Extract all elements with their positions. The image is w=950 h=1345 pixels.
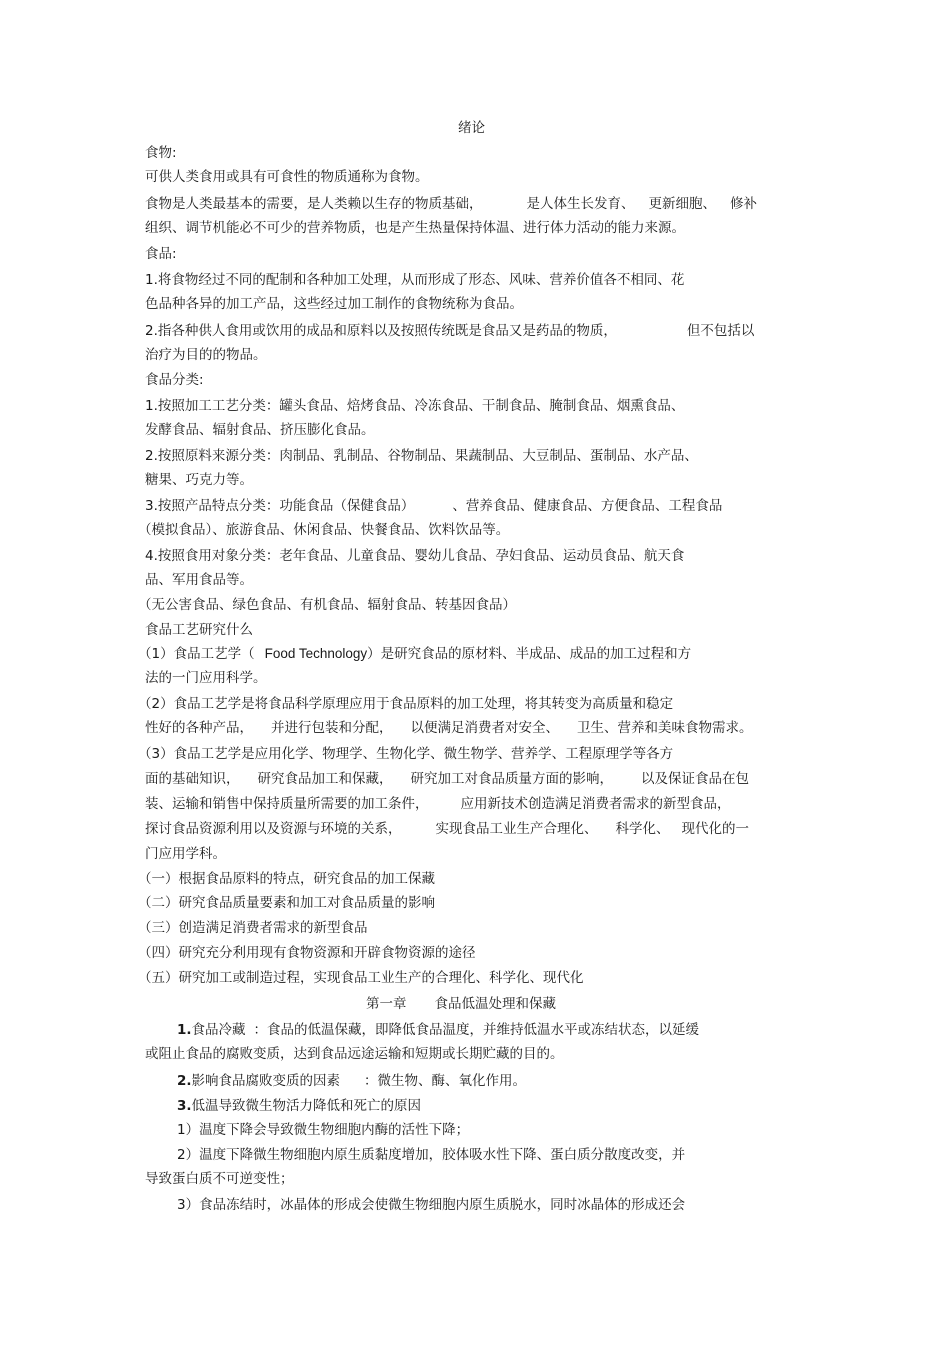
paragraph-line: 法的一门应用科学。 — [145, 670, 267, 686]
text-span: 、营养食品、健康食品、方便食品、工程食品 — [452, 498, 723, 514]
text-span: 3.按照产品特点分类：功能食品（保健食品） — [145, 498, 415, 514]
paragraph-line: （2）食品工艺学是将食品科学原理应用于食品原料的加工处理，将其转变为高质量和稳定 — [138, 696, 674, 712]
paragraph-line — [145, 770, 749, 788]
paragraph-line — [145, 719, 753, 737]
text-span: 装、运输和销售中保持质量所需要的加工条件， — [145, 796, 429, 812]
section-heading-classification: 食品分类: — [145, 372, 204, 388]
text-span: 修补 — [730, 196, 757, 212]
text-span: ：微生物、酶、氧化作用。 — [364, 1073, 527, 1089]
paragraph-line: （3）食品工艺学是应用化学、物理学、生物化学、微生物学、营养学、工程原理学等各方 — [138, 746, 674, 762]
text-span: ）是研究食品的原材料、半成品、成品的加工过程和方 — [367, 646, 692, 662]
paragraph-line — [177, 1072, 526, 1090]
paragraph-line: 治疗为目的的物品。 — [145, 347, 267, 363]
text-span: 以及保证食品在包 — [641, 771, 749, 787]
list-item: 1）温度下降会导致微生物细胞内酶的活性下降； — [177, 1122, 470, 1138]
section-heading-food: 食物: — [145, 145, 177, 161]
doc-title: 绪论 — [458, 120, 485, 136]
term: 食品冷藏 — [191, 1022, 246, 1038]
paragraph-line: 发酵食品、辐射食品、挤压膨化食品。 — [145, 422, 375, 438]
section-heading-foodstuff: 食品: — [145, 246, 177, 262]
text-span: 性好的各种产品， — [145, 720, 253, 736]
paragraph-line: 1.将食物经过不同的配制和各种加工处理，从而形成了形态、风味、营养价值各不相同、花 — [145, 272, 685, 288]
paragraph-line: 或阻止食品的腐败变质，达到食品远途运输和短期或长期贮藏的目的。 — [145, 1046, 564, 1062]
text-span: Food Technology — [264, 646, 368, 661]
list-item: （二）研究食品质量要素和加工对食品质量的影响 — [138, 895, 435, 911]
item-number: 1. — [177, 1022, 192, 1038]
paragraph-line: （模拟食品）、旅游食品、休闲食品、快餐食品、饮料饮品等。 — [138, 522, 510, 538]
paragraph-line: 糖果、巧克力等。 — [145, 472, 253, 488]
paragraph-line: 品、军用食品等。 — [145, 572, 253, 588]
text-span: 面的基础知识， — [145, 771, 240, 787]
paragraph-line — [145, 497, 722, 515]
list-item: 3）食品冻结时，冰晶体的形成会使微生物细胞内原生质脱水，同时冰晶体的形成还会 — [177, 1197, 686, 1213]
item-number: 2. — [177, 1073, 192, 1089]
chapter-title — [366, 995, 556, 1013]
item-number: 3. — [177, 1098, 192, 1114]
text-span: （1）食品工艺学（ — [138, 646, 255, 662]
paragraph-line: 导致蛋白质不可逆变性； — [145, 1171, 294, 1187]
text-span: 科学化、 — [615, 821, 670, 837]
term: 影响食品腐败变质的因素 — [191, 1073, 341, 1089]
text-span: 应用新技术创造满足消费者需求的新型食品， — [460, 796, 731, 812]
text-span: 2.指各种供人食用或饮用的成品和原料以及按照传统既是食品又是药品的物质， — [145, 323, 617, 339]
paragraph-line: 2.按照原料来源分类：肉制品、乳制品、谷物制品、果蔬制品、大豆制品、蛋制品、水产品、 — [145, 448, 698, 464]
paragraph-line: 4.按照食用对象分类：老年食品、儿童食品、婴幼儿食品、孕妇食品、运动员食品、航天食 — [145, 548, 685, 564]
list-item: 2）温度下降微生物细胞内原生质黏度增加，胶体吸水性下降、蛋白质分散度改变，并 — [177, 1147, 686, 1163]
section-heading-technology: 食品工艺研究什么 — [145, 622, 253, 638]
paragraph-line — [177, 1097, 421, 1115]
list-item: （一）根据食品原料的特点，研究食品的加工保藏 — [138, 871, 435, 887]
text-span: 以便满足消费者对安全、 — [410, 720, 559, 736]
text-span: 卫生、营养和美味食物需求。 — [577, 720, 753, 736]
text-span: 是人体生长发育、 — [526, 196, 635, 212]
paragraph-line: 可供人类食用或具有可食性的物质通称为食物。 — [145, 169, 429, 185]
text-span: 食物是人类最基本的需要，是人类赖以生存的物质基础， — [145, 196, 483, 212]
text-span: 更新细胞、 — [648, 196, 716, 212]
paragraph-line — [145, 195, 757, 213]
paragraph-line: 组织、调节机能必不可少的营养物质，也是产生热量保持体温、进行体力活动的能力来源。 — [145, 220, 685, 236]
text-span: ：食品的低温保藏，即降低食品温度，并维持低温水平或冻结状态，以延缓 — [253, 1022, 700, 1038]
text-span: 低温导致微生物活力降低和死亡的原因 — [191, 1098, 422, 1114]
text-span: 并进行包装和分配， — [271, 720, 393, 736]
text-span: 第一章 — [366, 996, 407, 1012]
list-item: （三）创造满足消费者需求的新型食品 — [138, 920, 368, 936]
paragraph-line: 门应用学科。 — [145, 846, 226, 862]
paragraph-line — [145, 322, 754, 340]
list-item: （四）研究充分利用现有食物资源和开辟食物资源的途径 — [138, 945, 476, 961]
paragraph-line — [145, 820, 749, 838]
text-span: 研究加工对食品质量方面的影响， — [410, 771, 613, 787]
text-span: 实现食品工业生产合理化、 — [435, 821, 598, 837]
paragraph-line: （无公害食品、绿色食品、有机食品、辐射食品、转基因食品） — [138, 597, 516, 613]
paragraph-line — [138, 645, 691, 663]
text-span: 现代化的一 — [681, 821, 749, 837]
paragraph-line: 色品种各异的加工产品，这些经过加工制作的食物统称为食品。 — [145, 296, 523, 312]
list-item: （五）研究加工或制造过程，实现食品工业生产的合理化、科学化、现代化 — [138, 970, 584, 986]
text-span: 食品低温处理和保藏 — [434, 996, 556, 1012]
text-span: 但不包括以 — [686, 323, 755, 339]
paragraph-line — [177, 1021, 699, 1039]
text-span: 研究食品加工和保藏， — [257, 771, 393, 787]
paragraph-line: 1.按照加工工艺分类：罐头食品、焙烤食品、冷冻食品、干制食品、腌制食品、烟熏食品、 — [145, 398, 685, 414]
paragraph-line — [145, 795, 731, 813]
text-span: 探讨食品资源利用以及资源与环境的关系， — [145, 821, 402, 837]
